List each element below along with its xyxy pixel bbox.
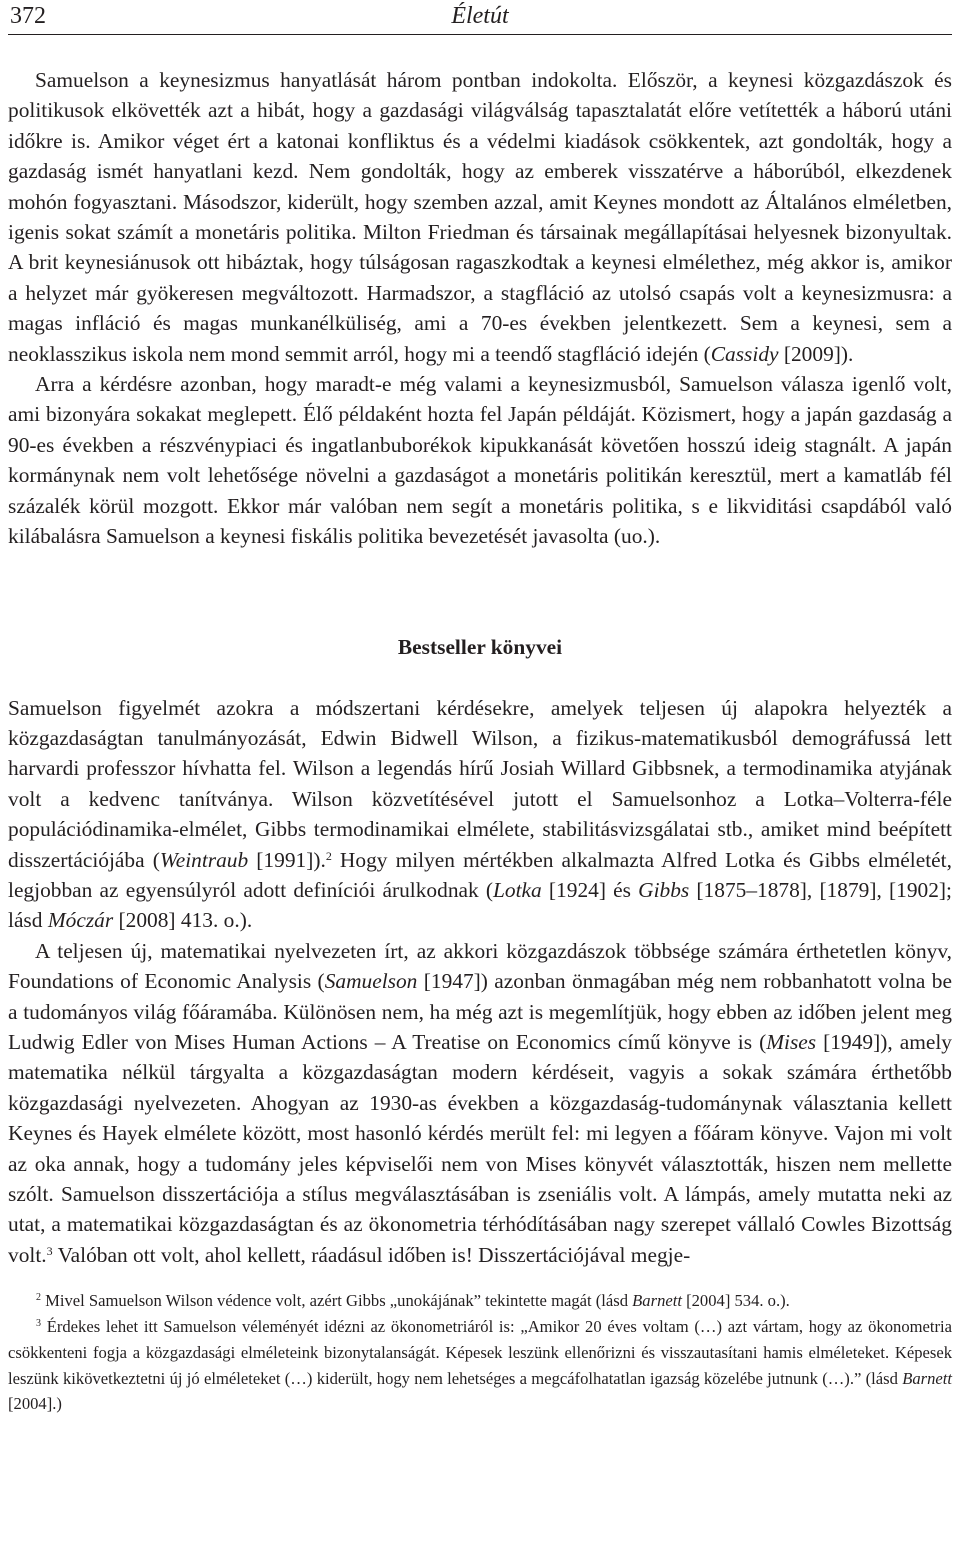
paragraph-text: [1991]).	[248, 847, 326, 872]
footnote-text: Érdekes lehet itt Samuelson véleményét idézni az ökonometriáról is: „Amikor 20 éves voltam (…) azt vártam, hogy az ökonometria csökkenteni fogja a közgazdasági elméleteink bizonytalanságát. Képesek leszünk ellenőrizni és visszautasítani hamis elméleteket. Képesek leszünk kikövetkeztetni új jó elméleteket (…) kiderült, hogy nem lehetséges a megcáfolhatatlan igazság közelébe jutnunk (…).” (lásd	[8, 1317, 952, 1388]
citation: Gibbs	[638, 877, 690, 902]
footnote-number: 3	[36, 1318, 41, 1330]
footnote-ref[interactable]: 3	[46, 1243, 53, 1258]
page-header	[8, 0, 952, 35]
citation: Weintraub	[159, 847, 249, 872]
section-heading: Bestseller könyvei	[397, 634, 563, 659]
paragraph-text: Valóban ott volt, ahol kellett, ráadásul időben is! Disszertációjával megje-	[52, 1242, 691, 1267]
paragraph-text: Arra a kérdésre azonban, hogy maradt-e még valami a keynesizmusból, Samuelson válasza igenlő volt, ami bizonyára sokakat meglepett. Élő példaként hozta fel Japán példáját. Közismert, hogy a japán gazdaság a 90-es években a részvénypiaci és ingatlanbuborékok kipukkanását követően hosszú ideig stagnált. A japán kormánynak nem volt lehetősége növelni a gazdaságot a monetáris politikán keresztül, mert a kamatláb fél százalék körül mozgott. Ekkor már valóban nem segít a monetáris politika, s e likviditási csapdából való kilábalásra Samuelson a keynesi fiskális politika bevezetését javasolta (uo.).	[8, 372, 952, 549]
footnote	[8, 1288, 952, 1314]
citation: Barnett	[632, 1291, 682, 1311]
footnote	[8, 1314, 952, 1417]
paragraph-text: A teljesen új, matematikai nyelvezeten írt, az akkori közgazdászok többsége számára érthetetlen könyv, Foundations of Economic Analysis (	[8, 938, 952, 994]
footnote-text: Mivel Samuelson Wilson védence volt, azért Gibbs „unokájának” tekintette magát (lásd	[41, 1291, 633, 1311]
page-number: 372	[10, 3, 46, 29]
citation: Lotka	[493, 877, 542, 902]
paragraph	[8, 65, 952, 369]
body-text	[8, 65, 952, 1270]
paragraph-text: [2009]).	[778, 341, 854, 366]
footnote-text: [2004].)	[8, 1394, 62, 1414]
citation: Mises	[766, 1029, 817, 1054]
paragraph-text: [1924] és	[541, 877, 639, 902]
citation: Barnett	[902, 1368, 952, 1388]
paragraph-text: Hogy milyen mértékben alkalmazta Alfred Lotka és Gibbs elméletét, legjobban az egyensúlyról adott definíciói árulkodnak (	[8, 847, 952, 902]
paragraph-text: [1875–1878], [1879], [1902]; lásd	[8, 877, 952, 933]
paragraph-text: [1949]), amely matematika nélkül tárgyalta a közgazdaságtan modern kérdéseit, vagyis a sokak számára érthetőbb közgazdasági nyelvezeten. Ahogyan az 1930-as években a közgazdaság-tudománynak választania kellett Keynes és Hayek elmélete között, most hasonló kérdés merült fel: mi legyen a főáram könyve. Vajon mi volt az oka annak, hogy a tudomány jeles képviselői nem von Mises könyvét választották, hiszen nem mellette szólt. Samuelson disszertációja a stílus megválasztásában is zseniális volt. A lámpás, amely mutatta neki az utat, a matematikai közgazdaságtan és az ökonometria térhódításában nagy szerepet vállaló Cowles Bizottság volt.	[8, 1029, 952, 1267]
paragraph	[8, 936, 952, 1270]
citation: Cassidy	[710, 341, 779, 366]
paragraph-text: [2008] 413. o.).	[113, 908, 253, 933]
running-head: Életút	[451, 3, 509, 29]
paragraph-text: Samuelson a keynesizmus hanyatlását három pontban indokolta. Először, a keynesi közgazdászok és politikusok elkövették azt a hibát, hogy a gazdasági világválság tapasztalatát előre vetítették a háború utáni időkre is. Amikor véget ért a katonai konfliktus és a védelmi kiadások csökkentek, azt gondolták, hogy a gazdaság ismét hanyatlani kezd. Nem gondolták, hogy az emberek visszatérve a háborúból, elkezdenek mohón fogyasztani. Másodszor, kiderült, hogy szemben azzal, amit Keynes mondott az Általános elméletben, igenis sokat számít a monetáris politika. Milton Friedman és társainak megállapításai helyesnek bizonyultak. A brit keynesiánusok ott hibáztak, hogy túlságosan ragaszkodtak a keynesi elmélethez, még akkor is, amikor a helyzet már gyökeresen megváltozott. Harmadszor, a stagfláció az utolsó csapás volt a keynesizmusra: a magas infláció és magas munkanélküliség, ami a 70-es években jelentkezett. Sem a keynesi, sem a neoklasszikus iskola nem mond semmit arról, hogy mi a teendő stagfláció idején (	[8, 68, 952, 366]
footnote-number: 2	[36, 1292, 41, 1304]
paragraph-text: [1947]) azonban önmagában még nem robbanhatott volna be a tudományos világ főáramába. Különösen nem, ha még azt is megemlítjük, hogy ebben az időben jelent meg Ludwig Edler von Mises Human Actions – A Treatise on Economics című könyve is (	[8, 969, 952, 1054]
paragraph	[8, 693, 952, 936]
paragraph-text: Samuelson figyelmét azokra a módszertani kérdésekre, amelyek teljesen új alapokra helyezték a közgazdaságtan tanulmányozását, Edwin Bidwell Wilson, a fizikus-matematikusból demográfussá lett harvardi professzor hívhatta fel. Wilson a legendás hírű Josiah Willard Gibbsnek, a termodinamika atyjának volt a kedvenc tanítványa. Wilson közvetítésével jutott el Samuelsonhoz a Lotka–Volterra-féle populációdinamika-elmélet, Gibbs termodinamikai elmélete, stabilitásvizsgálatai stb., amiket mind beépített disszertációjába (	[8, 695, 952, 872]
footnotes	[8, 1288, 952, 1417]
citation: Samuelson	[324, 969, 418, 994]
footnote-text: [2004] 534. o.).	[681, 1291, 790, 1311]
citation: Móczár	[47, 908, 114, 933]
paragraph	[8, 369, 952, 551]
footnote-ref[interactable]: 2	[325, 848, 332, 863]
